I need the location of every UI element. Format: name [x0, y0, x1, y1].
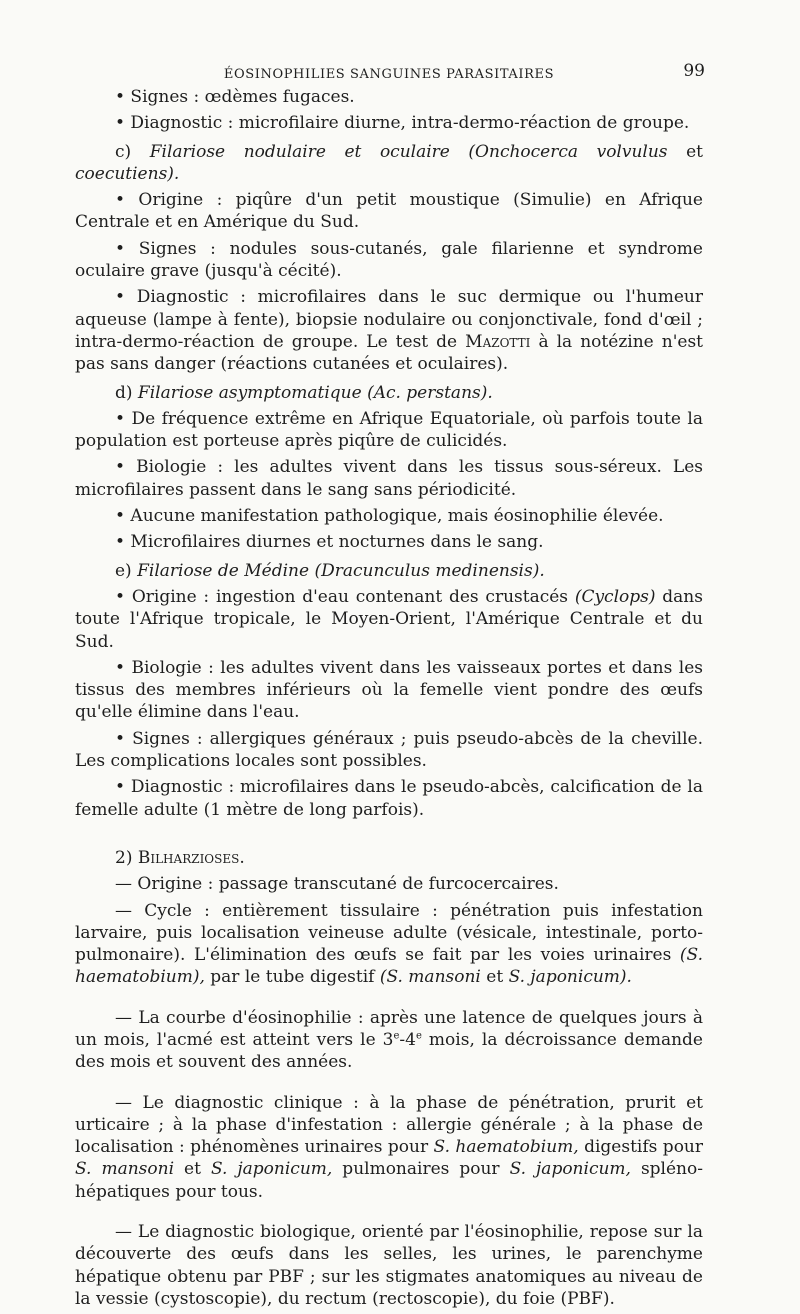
text-run: • Microfilaires diurnes et nocturnes dans le sang. — [115, 532, 544, 553]
text-run: et — [174, 1159, 211, 1180]
italic-run: S. japonicum, — [509, 1159, 631, 1180]
paragraph — [75, 505, 703, 527]
italic-run: S. japonicum, — [210, 1159, 333, 1180]
paragraph — [75, 531, 703, 553]
text-run: c) — [115, 141, 150, 162]
paragraph — [75, 238, 703, 283]
paragraph — [75, 189, 703, 234]
subsection-heading — [75, 141, 703, 186]
text-run: par le tube digestif — [204, 967, 380, 988]
paragraph — [75, 873, 703, 895]
paragraph — [75, 776, 703, 821]
paragraph — [75, 408, 703, 453]
italic-run: S. haematobium, — [433, 1137, 579, 1158]
paragraph — [75, 1221, 703, 1310]
text-run: — Cycle : entièrement tissulaire : pénétration puis infestation larvaire, puis localisation veineuse adulte (vésicale, intestinale, porto-pulmonaire). L'élimination des œufs se fait par les voies urinaires — [75, 900, 703, 966]
italic-run: (S. mansoni — [379, 967, 481, 988]
text-run: • Aucune manifestation pathologique, mais éosinophilie élevée. — [115, 506, 664, 527]
italic-run: S. japonicum). — [508, 967, 632, 988]
text-run: • De fréquence extrême en Afrique Equatoriale, où parfois toute la population est porteuse après piqûre de culicidés. — [75, 408, 703, 452]
text-run: • Signes : nodules sous-cutanés, gale filarienne et syndrome oculaire grave (jusqu'à cécité). — [75, 238, 703, 282]
text-run: et — [480, 967, 509, 988]
text-run: • Diagnostic : microfilaires dans le pseudo-abcès, calcification de la femelle adulte (1 mètre de long parfois). — [75, 777, 703, 820]
italic-run: (S. haematobium), — [75, 945, 703, 988]
superscript: e — [415, 1030, 422, 1042]
text-run: — Origine : passage transcutané de furcocercaires. — [115, 874, 559, 895]
text-run: d) — [115, 382, 138, 403]
text-run: — Le diagnostic biologique, orienté par l'éosinophilie, repose sur la découverte des œufs dans les selles, les urines, le parenchyme hépatique obtenu par PBF ; sur les stigmates anatomiques au niveau de la vessie (cystoscopie), du rectum (rectoscopie), du foie (PBF). — [75, 1222, 703, 1309]
text-run: pulmonaires pour — [332, 1159, 510, 1180]
text-run: spléno-hépatiques pour tous. — [75, 1159, 703, 1202]
italic-run: Filariose de Médine (Dracunculus medinensis). — [137, 560, 545, 581]
text-run: mois, la décroissance demande des mois et souvent des années. — [75, 1029, 703, 1073]
text-run: • Diagnostic : microfilaires dans le suc dermique ou l'humeur aqueuse (lampe à fente), biopsie nodulaire ou conjonctivale, fond d'œil ; intra-dermo-réaction de groupe. Le test de — [75, 287, 703, 352]
paragraph — [75, 586, 703, 653]
running-title: ÉOSINOPHILIES SANGUINES PARASITAIRES — [223, 67, 555, 82]
italic-run: Filariose nodulaire et oculaire (Onchocerca volvulus — [149, 141, 668, 162]
text-run: dans toute l'Afrique tropicale, le Moyen-Orient, l'Amérique Centrale et du Sud. — [75, 586, 703, 652]
paragraph — [75, 456, 703, 501]
paragraph — [75, 657, 703, 724]
text-run: à la notézine n'est pas sans danger (réactions cutanées et oculaires). — [75, 331, 703, 375]
paragraph — [75, 112, 703, 134]
text-run: -4 — [399, 1029, 416, 1050]
text-run: • Signes : œdèmes fugaces. — [115, 87, 355, 107]
text-run: 2) — [115, 847, 138, 868]
text-run: et — [667, 141, 703, 162]
text-run: • Origine : ingestion d'eau contenant des crustacés — [115, 586, 575, 607]
paragraph — [75, 1092, 703, 1203]
text-run: digestifs pour — [578, 1137, 703, 1158]
paragraph — [75, 86, 703, 108]
text-run: • Diagnostic : microfilaire diurne, intra-dermo-réaction de groupe. — [115, 113, 690, 134]
book-page — [75, 58, 703, 1314]
italic-run: (Cyclops) — [574, 586, 656, 607]
superscript: e — [393, 1030, 400, 1042]
text-run: • Biologie : les adultes vivent dans les vaisseaux portes et dans les tissus des membres inférieurs où la femelle vient pondre des œufs qu'elle élimine dans l'eau. — [75, 657, 703, 723]
small-caps-run: Bilharzioses. — [137, 847, 245, 868]
section-heading — [75, 847, 703, 869]
text-run: • Origine : piqûre d'un petit moustique (Simulie) en Afrique Centrale et en Amérique du Sud. — [75, 190, 703, 233]
paragraph — [75, 900, 703, 989]
text-run: • Signes : allergiques généraux ; puis pseudo-abcès de la cheville. Les complications locales sont possibles. — [75, 728, 703, 772]
text-run: — Le diagnostic clinique : à la phase de pénétration, prurit et urticaire ; à la phase d'infestation : allergie générale ; à la phase de localisation : phénomènes urinaires pour — [75, 1092, 703, 1158]
subsection-heading — [75, 382, 703, 404]
paragraph — [75, 1007, 703, 1074]
page-number: 99 — [683, 61, 705, 81]
paragraph — [75, 728, 703, 773]
italic-run: Filariose asymptomatique (Ac. perstans). — [137, 382, 493, 403]
paragraph — [75, 286, 703, 375]
text-run: • Biologie : les adultes vivent dans les tissus sous-séreux. Les microfilaires passent dans le sang sans périodicité. — [75, 457, 703, 500]
subsection-heading — [75, 560, 703, 582]
italic-run: coecutiens). — [75, 163, 180, 184]
italic-run: S. mansoni — [75, 1159, 175, 1180]
small-caps-run: Mazotti — [465, 331, 531, 352]
running-head — [75, 58, 703, 86]
text-run: — La courbe d'éosinophilie : après une latence de quelques jours à un mois, l'acmé est atteint vers le 3 — [75, 1007, 703, 1050]
text-run: e) — [115, 560, 138, 581]
